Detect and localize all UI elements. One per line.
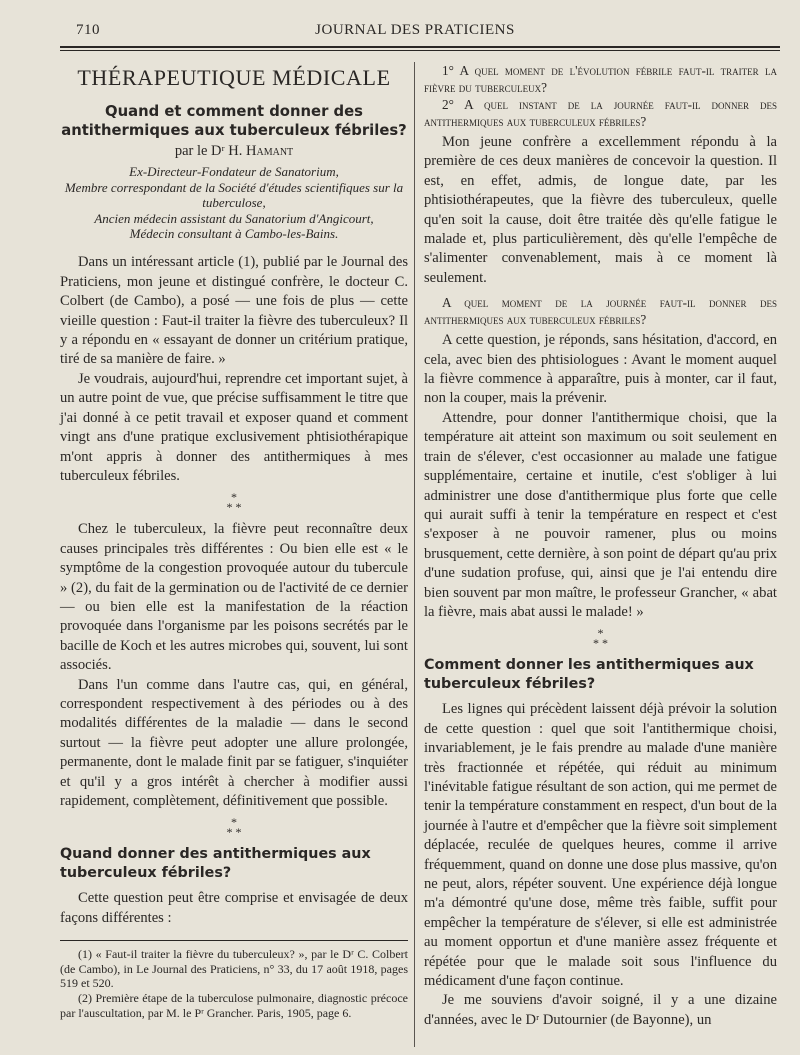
question: A quel moment de la journée faut-il donner des antithermiques aux tuberculeux fébriles? (424, 295, 777, 328)
credential-line: Médecin consultant à Cambo-les-Bains. (129, 226, 339, 242)
page-number: 710 (76, 22, 100, 38)
page-header (60, 20, 770, 42)
subsection-title: Quand donner des antithermiques aux tuberculeux fébriles? (60, 846, 371, 882)
paragraph: Mon jeune confrère a excellemment répondu à la première de ces deux manières de concevoir la question. Il est, en effet, admis, de longue date, par les phtisiothérapeutes, que la fièvre des tuberculeux, quelle qu'en soit la cause, doit être traitée dès qu'elle fatigue le malade et, plus particulièrement, dès qu'elle l'empêche de s'alimenter convenablement, mais à ce moment là seulement. (424, 134, 777, 286)
subsection-title: Comment donner les antithermiques aux tuberculeux fébriles? (424, 657, 754, 693)
paragraph: A cette question, je réponds, sans hésitation, d'accord, en cela, avec bien des phtisiologues : Avant le moment auquel la fièvre commence à apparaître, puis à monter, car il faut, non la couper, mais la prévenir. (424, 332, 777, 407)
article-title: Quand et comment donner des antithermiques aux tuberculeux fébriles? (61, 103, 407, 139)
header-rule-thin (60, 50, 780, 51)
paragraph: Attendre, pour donner l'antithermique choisi, que la température ait atteint son maximum ou soit seulement en train de s'élever, c'est occasionner au malade une fatigue supplémentaire, certaine et inutile, c'est s'obliger à lui administrer une dose d'antithermique plus forte que celle qui aurait suffi à tenir la température en respect et c'est s'exposer à ne pouvoir ramener, plus ou moins brusquement, cette dernière, à son point de départ qu'au prix d'une sudation profuse, qui, ainsi que je l'ai entendu dire bien souvent par mon maître, le professeur Grancher, « abat la fièvre, mais abat aussi le malade! » (424, 409, 777, 620)
credential-line: Membre correspondant de la Société d'études scientifiques sur la tuberculose, (64, 179, 404, 211)
section-break-stars: * * * (226, 815, 242, 840)
paragraph: Dans un intéressant article (1), publié par le Journal des Praticiens, mon jeune et distingué confrère, le docteur C. Colbert (de Cambo), a posé — une fois de plus — cette vieille question : Faut-il traiter la fièvre des tuberculeux? Il y a répondu en « essayant de donner un critérium pratique, tiré de sa manière de faire. » (60, 254, 408, 368)
author-name: Hamant (246, 143, 294, 159)
section-break-stars: * * * (226, 490, 242, 515)
paragraph: Chez le tuberculeux, la fièvre peut reconnaître deux causes principales très différentes : Ou bien elle est « le symptôme de la congestion provoquée autour du tubercule » (2), du fait de la germination ou de l'activité de ce dernier — ou bien elle est la manifestation de la réaction provoquée dans l'organisme par les poisons secrétés par le bacille de Koch et les autres microbes qui, souvent, lui sont associés. (60, 521, 408, 674)
question: 1° A quel moment de l'évolution fébrile faut-il traiter la fièvre du tuberculeux? (424, 63, 777, 95)
left-column (60, 62, 408, 1020)
column-divider (414, 62, 415, 1047)
author-prefix: par le Dʳ H. (174, 143, 247, 159)
section-title: THÉRAPEUTIQUE MÉDICALE (77, 65, 391, 90)
section-break-stars: * * * (593, 626, 608, 651)
question: 2° A quel instant de la journée faut-il donner des antithermiques aux tuberculeux fébriles? (424, 97, 777, 129)
paragraph: Je me souviens d'avoir soigné, il y a une dizaine d'années, avec le Dʳ Dutournier (de Bayonne), un (424, 992, 777, 1028)
paragraph: Dans l'un comme dans l'autre cas, qui, en général, correspondent respectivement à des périodes ou à des modalités différentes de la maladie — dans le second surtout — la fièvre peut adopter une allure prolongée, permanente, dont le malade finit par se fatiguer, s'inquiéter et qu'il y a gros intérêt à chercher à modifier aussi rapidement, complètement, définitivement que possible. (60, 676, 408, 809)
right-column (424, 62, 777, 1030)
journal-title: JOURNAL DES PRATICIENS (315, 22, 515, 38)
footnote-rule (60, 940, 408, 941)
author-line (60, 142, 408, 161)
author-credentials (60, 164, 408, 241)
paragraph: Cette question peut être comprise et envisagée de deux façons différentes : (60, 890, 408, 926)
header-rule (60, 46, 780, 48)
credential-line: Ex-Directeur-Fondateur de Sanatorium, (129, 164, 339, 180)
credential-line: Ancien médecin assistant du Sanatorium d'Angicourt, (94, 210, 374, 226)
footnote: (2) Première étape de la tuberculose pulmonaire, diagnostic précoce par l'auscultation, par M. le Pʳ Grancher. Paris, 1905, page 6. (60, 991, 408, 1020)
paragraph: Les lignes qui précèdent laissent déjà prévoir la solution de cette question : quel que soit l'antithermique choisi, invariablement, je le fais prendre au malade d'une manière très fractionnée et répétée, qui réduit au minimum l'inévitable fatigue résultant de son action, qui me permet de tenir la température constamment en respect, d'un bout de la journée à l'autre et d'empêcher que la fièvre soit simplement déplacée, reculée de quelques heures, comme il arrive fréquemment, quand on donne une dose plus massive, qu'on ne peut, alors, répéter souvent. Une expérience déjà longue m'a démontré qu'une dose, même très faible, suffit pour empêcher la température de s'élever, si elle est administrée au moment opportun et d'une manière assez fréquente et répétée pour que le malade soit sous l'influence du médicament d'une façon continue. (424, 701, 777, 990)
paragraph: Je voudrais, aujourd'hui, reprendre cet important sujet, à un autre point de vue, que précise suffisamment le titre que j'ai donné à ce petit travail et exposer quand et comment vingt ans d'une pratique exclusivement phtisiothérapique m'ont appris à donner des antithermiques à mes tuberculeux fébriles. (60, 370, 408, 484)
footnote: (1) « Faut-il traiter la fièvre du tuberculeux? », par le Dʳ C. Colbert (de Cambo), in Le Journal des Praticiens, n° 33, du 17 août 1918, pages 519 et 520. (60, 947, 408, 991)
